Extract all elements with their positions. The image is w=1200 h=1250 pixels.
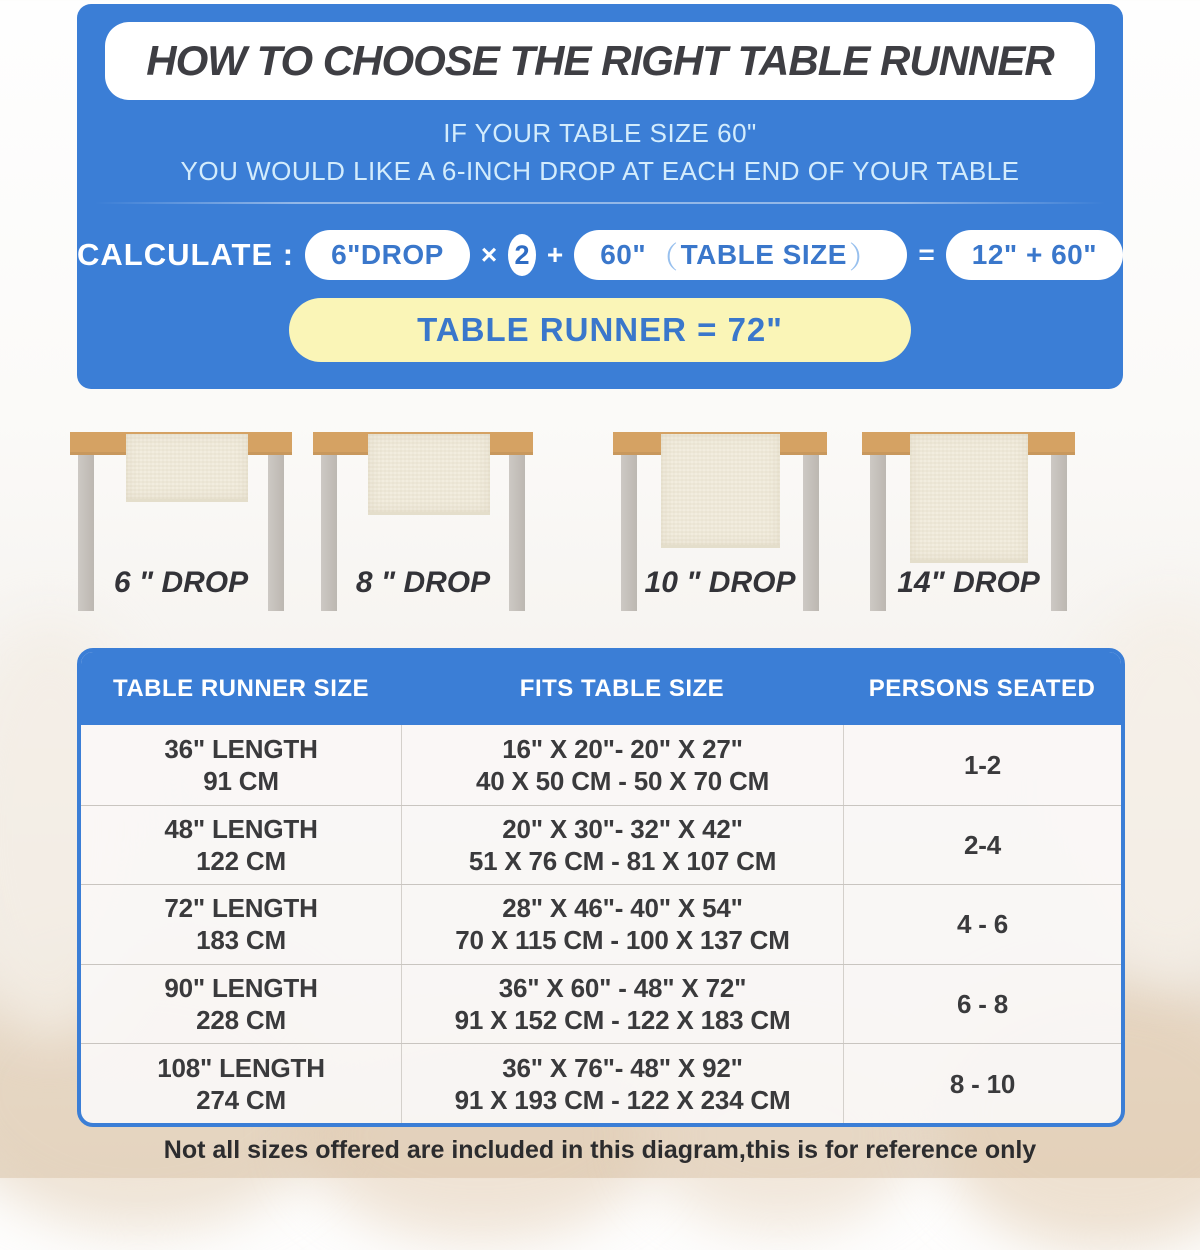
runner-cloth bbox=[661, 434, 780, 548]
table-size-pill bbox=[574, 230, 907, 280]
size-table-body bbox=[81, 725, 1121, 1123]
table-size-label: TABLE SIZE bbox=[680, 239, 847, 270]
cell-runner-size: 72" LENGTH 183 CM bbox=[164, 893, 318, 956]
cell-persons: 1-2 bbox=[843, 725, 1121, 805]
cell-persons: 2-4 bbox=[843, 806, 1121, 885]
table-row bbox=[81, 964, 1121, 1044]
runner-cloth bbox=[910, 434, 1028, 563]
open-paren: （ bbox=[648, 242, 679, 275]
drop-label: 8 " DROP bbox=[355, 566, 491, 599]
runner-cloth bbox=[126, 434, 248, 502]
cell-fits-size: 36" X 60" - 48" X 72" 91 X 152 CM - 122 X 183 CM bbox=[401, 965, 843, 1044]
hero-divider bbox=[95, 202, 1105, 204]
table-figure-14in-drop bbox=[862, 432, 1075, 617]
header-cell-fits-table-size: FITS TABLE SIZE bbox=[519, 674, 725, 702]
plus-sign: + bbox=[546, 239, 564, 270]
cell-runner-size: 108" LENGTH 274 CM bbox=[157, 1052, 325, 1115]
final-result-pill: TABLE RUNNER = 72" bbox=[289, 298, 911, 362]
drop-label: 6 " DROP bbox=[113, 566, 249, 599]
page-title: HOW TO CHOOSE THE RIGHT TABLE RUNNER bbox=[146, 37, 1054, 84]
multiply-sign: × bbox=[480, 239, 498, 270]
cell-fits-size: 20" X 30"- 32" X 42" 51 X 76 CM - 81 X 107 CM bbox=[401, 806, 843, 885]
table-row bbox=[81, 805, 1121, 885]
header-cell-runner-size: TABLE RUNNER SIZE bbox=[112, 674, 370, 702]
table-figure-8in-drop bbox=[313, 432, 533, 617]
hero-panel bbox=[77, 4, 1123, 389]
header-cell-persons-seated: PERSONS SEATED bbox=[868, 674, 1096, 702]
cell-fits-size: 16" X 20"- 20" X 27" 40 X 50 CM - 50 X 70 CM bbox=[401, 725, 843, 805]
table-row bbox=[81, 725, 1121, 805]
runner-cloth bbox=[368, 434, 490, 515]
calculate-label: CALCULATE : bbox=[77, 237, 295, 272]
calculation-row bbox=[77, 230, 1123, 280]
close-paren: ） bbox=[848, 242, 880, 275]
drop-pill: 6"DROP bbox=[305, 230, 470, 280]
cell-fits-size: 36" X 76"- 48" X 92" 91 X 193 CM - 122 X 234 CM bbox=[401, 1044, 843, 1123]
table-figure-6in-drop bbox=[70, 432, 292, 617]
cell-runner-size: 48" LENGTH 122 CM bbox=[164, 813, 318, 876]
title-box bbox=[105, 22, 1095, 100]
cell-persons: 4 - 6 bbox=[843, 885, 1121, 964]
subtitle-line-1: IF YOUR TABLE SIZE 60" bbox=[443, 118, 757, 148]
table-figure-10in-drop bbox=[613, 432, 827, 617]
size-card bbox=[77, 648, 1125, 1127]
equals-sign: = bbox=[918, 239, 935, 270]
footer-note: Not all sizes offered are included in this diagram,this is for reference only bbox=[163, 1136, 1037, 1164]
cell-runner-size: 36" LENGTH 91 CM bbox=[164, 733, 318, 796]
subtitle-line-2: YOU WOULD LIKE A 6-INCH DROP AT EACH END OF YOUR TABLE bbox=[180, 156, 1020, 186]
drop-label: 14" DROP bbox=[897, 566, 1040, 599]
result-pill: 12" + 60" bbox=[946, 230, 1123, 280]
cell-fits-size: 28" X 46"- 40" X 54" 70 X 115 CM - 100 X 137 CM bbox=[401, 885, 843, 964]
size-table-header bbox=[81, 652, 1121, 725]
table-row bbox=[81, 884, 1121, 964]
cell-persons: 6 - 8 bbox=[843, 965, 1121, 1044]
cell-persons: 8 - 10 bbox=[843, 1044, 1121, 1123]
cell-runner-size: 90" LENGTH 228 CM bbox=[164, 973, 318, 1036]
table-row bbox=[81, 1043, 1121, 1123]
table-size-value: 60" bbox=[600, 239, 647, 270]
multiplier-circle: 2 bbox=[508, 234, 536, 276]
drop-label: 10 " DROP bbox=[644, 566, 796, 599]
